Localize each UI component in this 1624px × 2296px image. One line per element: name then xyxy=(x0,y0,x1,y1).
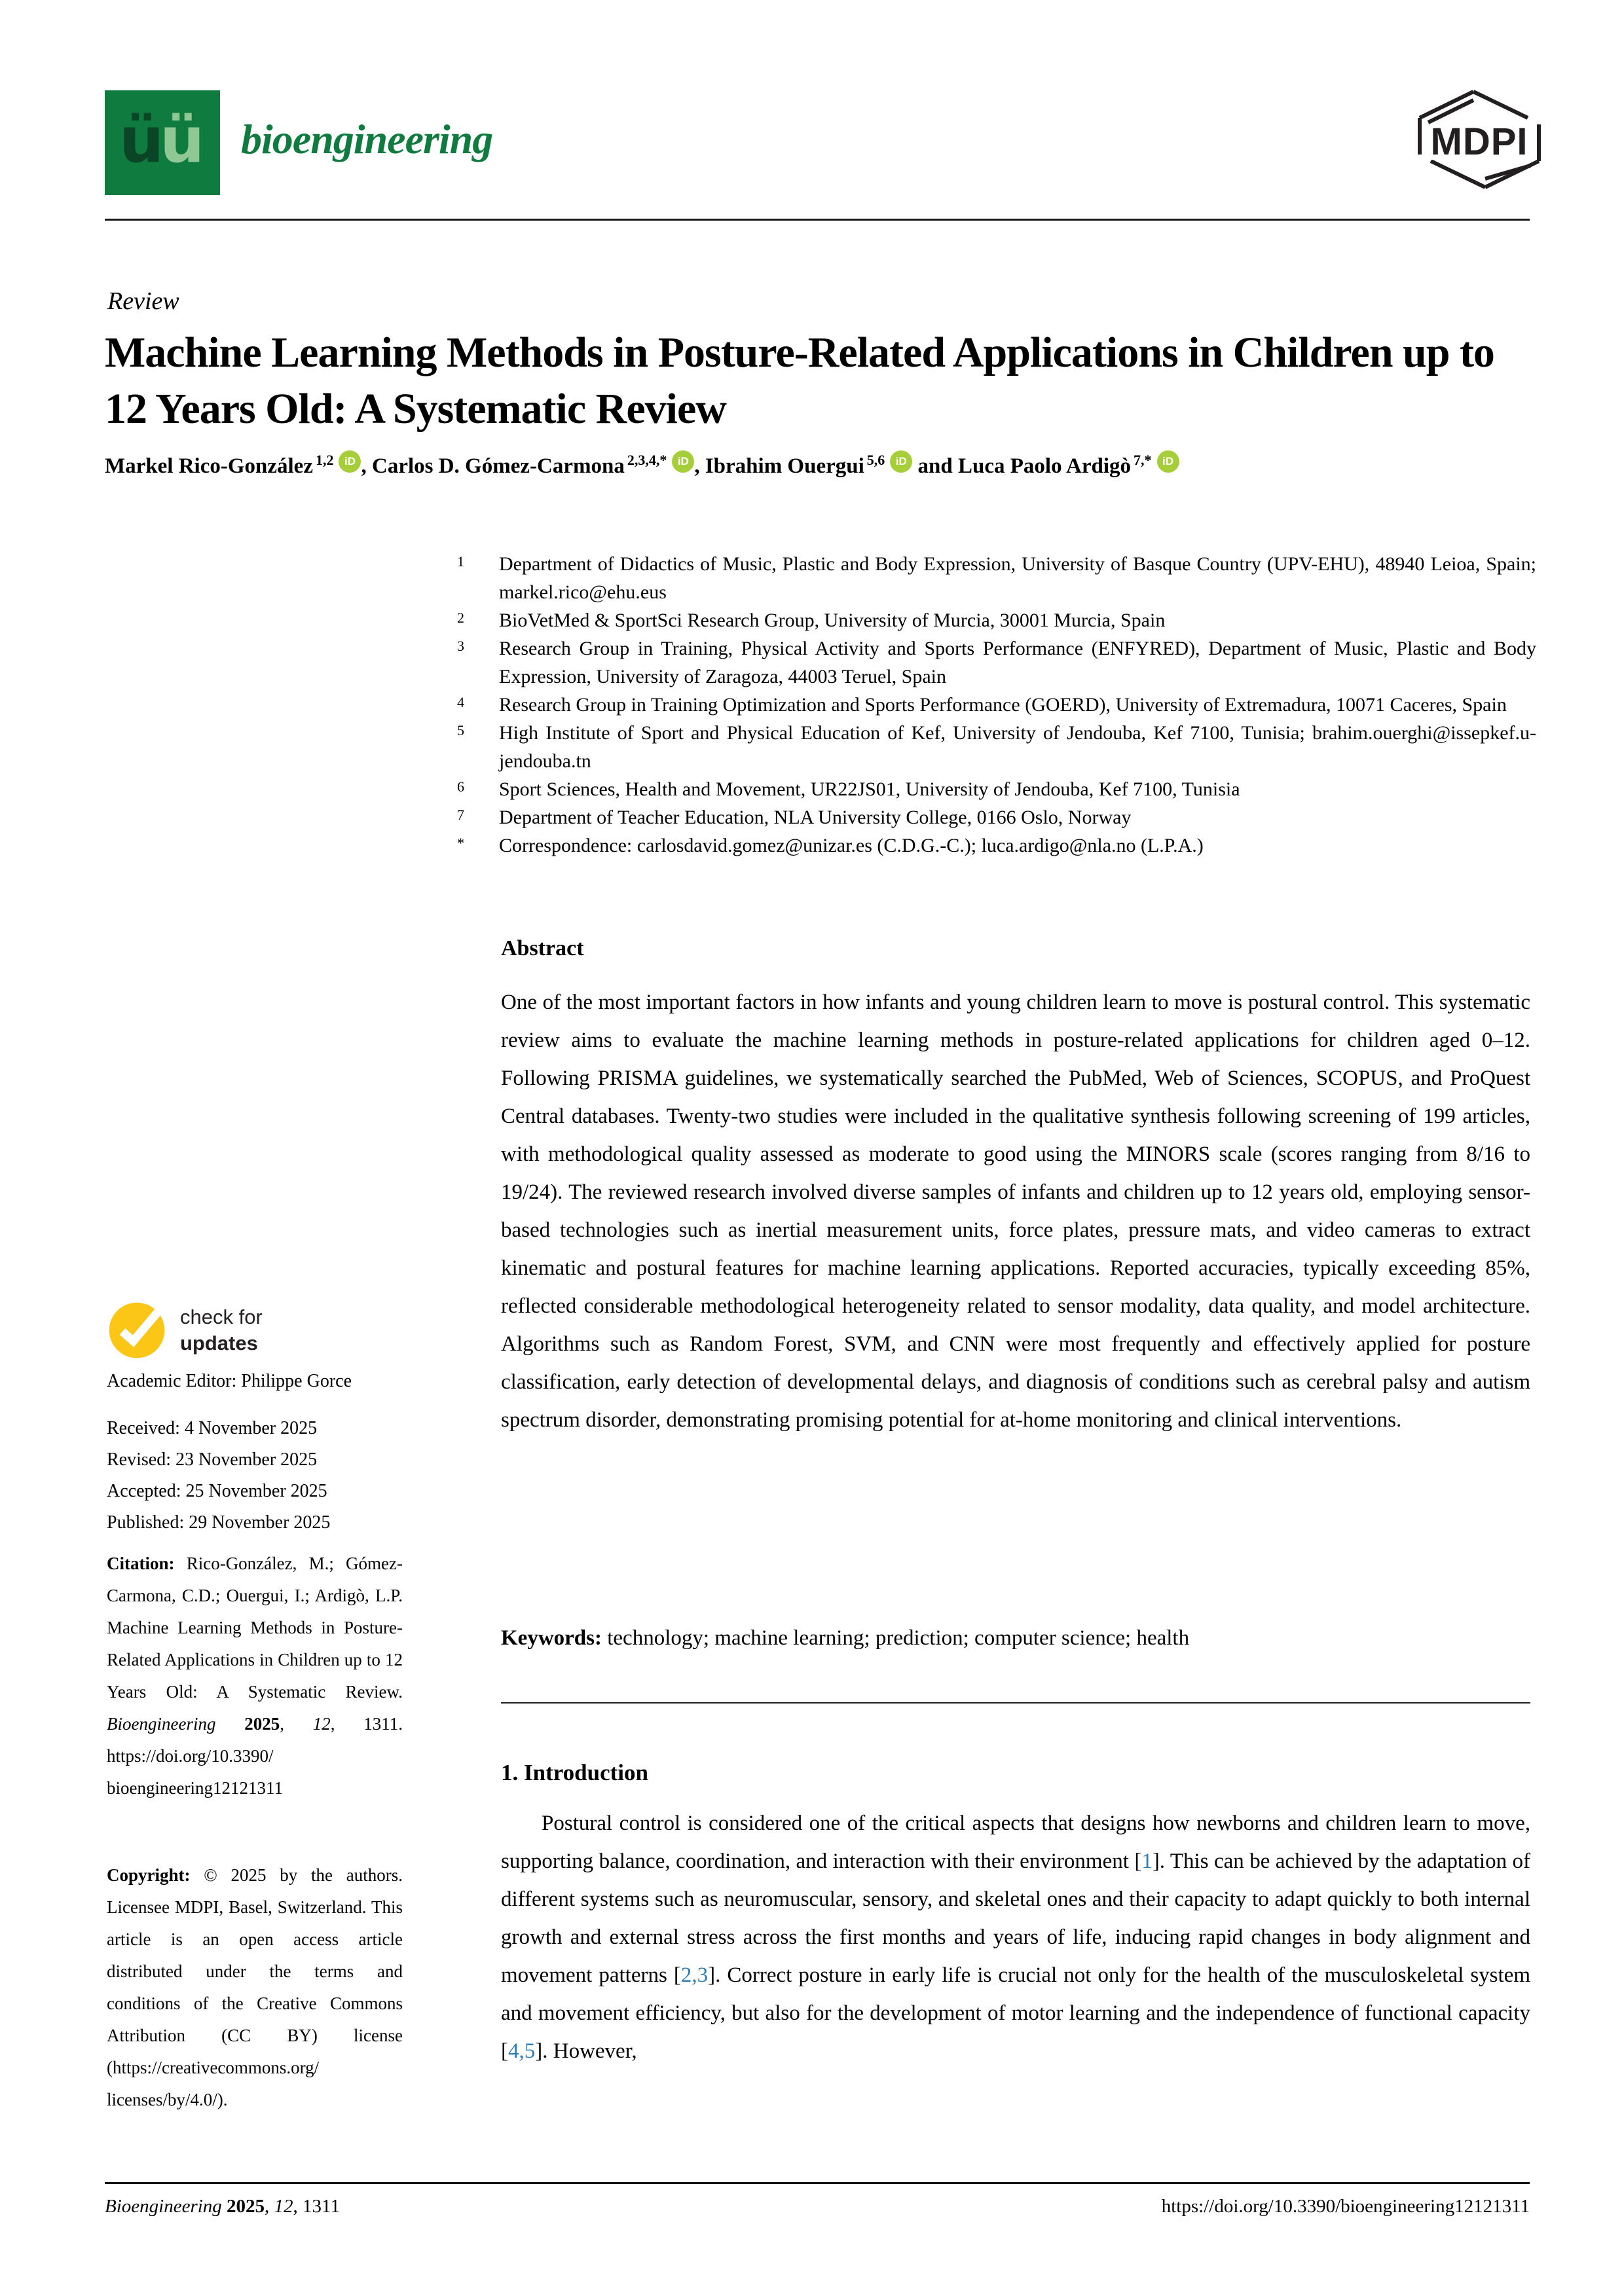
crossmark-check-icon xyxy=(107,1300,167,1360)
introduction-paragraph xyxy=(501,1804,1530,2070)
footer-journal: Bioengineering xyxy=(105,2196,222,2217)
article-dates xyxy=(107,1413,415,1539)
author-line xyxy=(105,452,1545,481)
orcid-icon[interactable]: iD xyxy=(1157,450,1179,473)
author-name: Ibrahim Ouergui xyxy=(705,454,864,478)
author-separator: and xyxy=(912,454,958,478)
page-footer xyxy=(105,2196,1530,2217)
citation-volume: 12 xyxy=(312,1714,331,1734)
author-affil-sup: 2,3,4,* xyxy=(627,452,667,468)
author-affil-sup: 1,2 xyxy=(315,452,334,468)
mdpi-logo-text: MDPI xyxy=(1430,120,1528,163)
footer-page: , 1311 xyxy=(293,2196,340,2217)
updates-label: updates xyxy=(180,1332,258,1355)
copyright-text: © 2025 by the authors. Licensee MDPI, Basel, Switzerland. This article is an open access article distributed under the terms and conditions of the Creative Commons Attribution (CC BY) license xyxy=(107,1865,403,2045)
bioengineering-logo-icon xyxy=(105,90,220,195)
paragraph-text: Postural control is considered one of the critical aspects that designs how newborns and children learn to move, supporting balance, coordination, and interaction with their environment [ xyxy=(501,1812,1530,1873)
footer-year: 2025 xyxy=(227,2196,265,2217)
affiliation-item xyxy=(457,803,1536,831)
affiliation-marker: 5 xyxy=(457,722,464,738)
header-divider xyxy=(105,219,1530,221)
affiliation-marker: * xyxy=(457,835,464,851)
check-for-updates-button[interactable] xyxy=(107,1300,382,1360)
affiliation-marker: 2 xyxy=(457,610,464,626)
author-name: Luca Paolo Ardigò xyxy=(958,454,1132,478)
logo-figure-dark: ü xyxy=(119,103,164,177)
section-divider xyxy=(501,1702,1530,1704)
author xyxy=(361,454,694,478)
affiliation-text: Department of Didactics of Music, Plastic and Body Expression, University of Basque Country (UPV-EHU), 48940 Leioa, Spain; markel.rico@ehu.eus xyxy=(499,553,1536,603)
citation-ref-4-5[interactable]: 4,5 xyxy=(508,2039,536,2063)
affiliation-marker: 4 xyxy=(457,694,464,710)
author-name: Markel Rico-González xyxy=(105,454,313,478)
footer-doi-link[interactable]: https://doi.org/10.3390/bioengineering12121311 xyxy=(1161,2196,1530,2217)
journal-name: bioengineering xyxy=(241,116,493,162)
footer-divider xyxy=(105,2182,1530,2184)
author-affil-sup: 7,* xyxy=(1134,452,1152,468)
abstract-text: One of the most important factors in how infants and young children learn to move is postural control. This systematic review aims to evaluate the machine learning methods in posture-related applications for children aged 0–12. Following PRISMA guidelines, we systematically searched the PubMed, Web of Sciences, SCOPUS, and ProQuest Central databases. Twenty-two studies were included in the qualitative synthesis following screening of 199 articles, with methodological quality assessed as moderate to good using the MINORS scale (scores ranging from 8/16 to 19/24). The reviewed research involved diverse samples of infants and children up to 12 years old, employing sensor-based technologies such as inertial measurement units, force plates, pressure mats, and video cameras to extract kinematic and postural features for machine learning applications. Reported accuracies, typically exceeding 85%, reflected considerable methodological heterogeneity related to sensor modality, data quality, and model architecture. Algorithms such as Random Forest, SVM, and CNN were most frequently and effectively applied for posture classification, early detection of developmental delays, and diagnosis of conditions such as cerebral palsy and autism spectrum disorder, demonstrating promising potential for at-home monitoring and clinical interventions. xyxy=(501,991,1530,1432)
affiliation-text: High Institute of Sport and Physical Education of Kef, University of Jendouba, Kef 7100, Tunisia; brahim.ouerghi@issepkef.u-jendouba.tn xyxy=(499,722,1536,772)
abstract-heading: Abstract xyxy=(501,936,584,960)
author-separator: , xyxy=(694,454,705,478)
published-date: Published: 29 November 2025 xyxy=(107,1512,331,1533)
mdpi-logo-icon xyxy=(1393,82,1565,198)
affiliation-marker: 3 xyxy=(457,638,464,654)
citation-doi-link[interactable]: bioengineering12121311 xyxy=(107,1778,283,1798)
affiliation-marker: 1 xyxy=(457,553,464,570)
affiliation-item xyxy=(457,831,1536,860)
citation-page: , 1311. xyxy=(330,1714,403,1734)
citation-label: Citation: xyxy=(107,1554,187,1573)
accepted-date: Accepted: 25 November 2025 xyxy=(107,1481,327,1501)
paragraph-text: ]. This can be achieved by the adaptation of different systems such as neuromuscular, sensory, and skeletal ones and their capacity to adapt quickly to both internal growth and external stress across the first months and years of life, inducing rapid changes in body alignment and movement patterns [ xyxy=(501,1850,1530,1987)
citation-text: Rico-González, M.; Gómez-Carmona, C.D.; Ouergui, I.; Ardigò, L.P. Machine Learning Methods in Posture-Related Applications in Children up to 12 Years Old: A Systematic Review. xyxy=(107,1554,403,1702)
keywords-line xyxy=(501,1626,1530,1650)
article-type-label: Review xyxy=(107,287,179,315)
affiliation-text: Research Group in Training Optimization and Sports Performance (GOERD), University of Extremadura, 10071 Caceres, Spain xyxy=(499,694,1507,716)
affiliation-item xyxy=(457,719,1536,775)
citation-sep xyxy=(215,1714,244,1734)
affiliation-text: Correspondence: carlosdavid.gomez@unizar.es (C.D.G.-C.); luca.ardigo@nla.no (L.P.A.) xyxy=(499,835,1204,856)
author-name: Carlos D. Gómez-Carmona xyxy=(371,454,625,478)
affiliation-text: Research Group in Training, Physical Activity and Sports Performance (ENFYRED), Department of Music, Plastic and Body Expression, University of Zaragoza, 44003 Teruel, Spain xyxy=(499,638,1536,687)
affiliation-marker: 6 xyxy=(457,778,464,795)
affiliation-text: Department of Teacher Education, NLA University College, 0166 Oslo, Norway xyxy=(499,807,1132,828)
affiliation-text: BioVetMed & SportSci Research Group, University of Murcia, 30001 Murcia, Spain xyxy=(499,610,1166,631)
check-for-label: check for xyxy=(180,1305,263,1328)
academic-editor-line: Academic Editor: Philippe Gorce xyxy=(107,1371,352,1391)
keywords-text: technology; machine learning; prediction; computer science; health xyxy=(601,1626,1190,1650)
revised-date: Revised: 23 November 2025 xyxy=(107,1449,318,1470)
orcid-icon[interactable]: iD xyxy=(672,450,694,473)
citation-journal: Bioengineering xyxy=(107,1714,216,1734)
introduction-heading: 1. Introduction xyxy=(501,1760,648,1785)
citation-ref-2-3[interactable]: 2,3 xyxy=(680,1963,709,1987)
affiliation-item xyxy=(457,634,1536,691)
logo-figure-light: ü xyxy=(160,103,205,177)
citation-sep: , xyxy=(280,1714,313,1734)
author xyxy=(105,454,361,478)
affiliation-text: Sport Sciences, Health and Movement, UR22JS01, University of Jendouba, Kef 7100, Tunisia xyxy=(499,778,1240,800)
citation-block xyxy=(107,1548,403,1804)
author-separator: , xyxy=(361,454,372,478)
affiliation-item xyxy=(457,775,1536,803)
affiliation-marker: 7 xyxy=(457,807,464,823)
page-title: Machine Learning Methods in Posture-Related Applications in Children up to 12 Years Old: A Systematic Review xyxy=(105,329,1494,433)
license-url-link[interactable]: (https://creativecommons.org/ xyxy=(107,2058,320,2077)
affiliations-list xyxy=(457,550,1536,860)
check-for-updates-label xyxy=(180,1304,263,1357)
copyright-block xyxy=(107,1859,403,2116)
orcid-icon[interactable]: iD xyxy=(339,450,361,473)
citation-doi-link[interactable]: https://doi.org/10.3390/ xyxy=(107,1746,274,1766)
footer-sep: , xyxy=(265,2196,274,2217)
footer-sep xyxy=(222,2196,227,2217)
footer-citation xyxy=(105,2196,340,2217)
citation-ref-1[interactable]: 1 xyxy=(1141,1850,1153,1873)
author xyxy=(912,454,1179,478)
author-affil-sup: 5,6 xyxy=(866,452,885,468)
paragraph-text: ]. However, xyxy=(535,2039,637,2063)
author xyxy=(694,454,912,478)
affiliation-item xyxy=(457,550,1536,606)
orcid-icon[interactable]: iD xyxy=(890,450,912,473)
affiliation-item xyxy=(457,691,1536,719)
citation-year: 2025 xyxy=(244,1714,280,1734)
license-url-link[interactable]: licenses/by/4.0/). xyxy=(107,2090,228,2109)
keywords-label: Keywords: xyxy=(501,1626,602,1650)
received-date: Received: 4 November 2025 xyxy=(107,1418,318,1438)
paragraph-text: ]. Correct posture in early life is crucial not only for the health of the musculoskeletal system and movement efficiency, but also for the development of motor learning and the independence of functional capacity [ xyxy=(501,1963,1530,2063)
copyright-label: Copyright: xyxy=(107,1865,204,1885)
footer-volume: 12 xyxy=(274,2196,293,2217)
affiliation-item xyxy=(457,606,1536,634)
